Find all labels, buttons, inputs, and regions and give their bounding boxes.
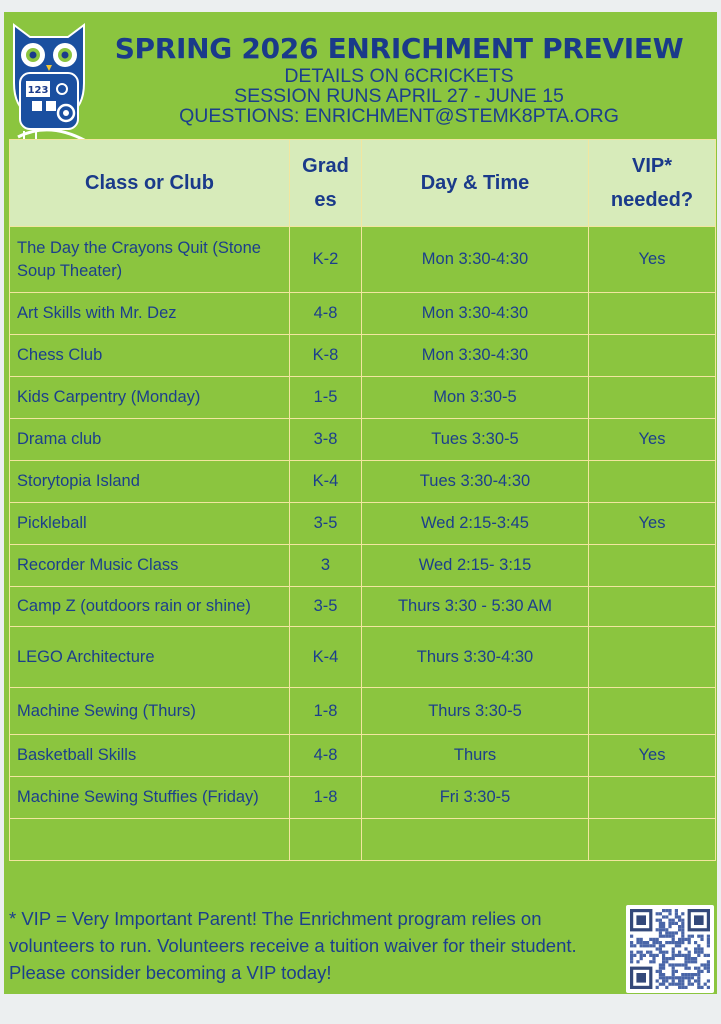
table-row — [10, 545, 716, 587]
day-time-cell: Mon 3:30-5 — [362, 377, 589, 419]
vip-cell: Yes — [589, 503, 716, 545]
class-name-cell: Machine Sewing Stuffies (Friday) — [10, 777, 290, 819]
class-name-cell: Kids Carpentry (Monday) — [10, 377, 290, 419]
table-row — [10, 735, 716, 777]
owl-logo-icon — [10, 21, 88, 147]
vip-cell: Yes — [589, 227, 716, 293]
contact-email: QUESTIONS: ENRICHMENT@STEMK8PTA.ORG — [179, 105, 619, 127]
vip-cell — [589, 819, 716, 861]
table-row — [10, 777, 716, 819]
table-row — [10, 627, 716, 688]
grades-cell: 1-8 — [290, 688, 362, 735]
header-class-or-club — [10, 140, 290, 227]
logo-counter-text: 123 — [27, 85, 49, 96]
table-header-row — [10, 140, 716, 227]
grades-cell: 4-8 — [290, 735, 362, 777]
vip-cell — [589, 587, 716, 627]
table-row — [10, 227, 716, 293]
vip-cell — [589, 545, 716, 587]
day-time-cell: Fri 3:30-5 — [362, 777, 589, 819]
class-name-cell: The Day the Crayons Quit (Stone Soup Theater) — [10, 227, 290, 293]
table-row — [10, 503, 716, 545]
grades-cell: 3-8 — [290, 419, 362, 461]
vip-cell — [589, 688, 716, 735]
grades-cell — [290, 819, 362, 861]
table-row — [10, 688, 716, 735]
vip-cell — [589, 293, 716, 335]
table-row — [10, 819, 716, 861]
table-row — [10, 587, 716, 627]
header-text: Grad — [302, 155, 349, 177]
day-time-cell: Tues 3:30-5 — [362, 419, 589, 461]
class-name-cell — [10, 819, 290, 861]
day-time-cell: Thurs 3:30-4:30 — [362, 627, 589, 688]
class-name-cell: Chess Club — [10, 335, 290, 377]
vip-cell — [589, 777, 716, 819]
header-text: needed? — [610, 189, 694, 211]
grades-cell: K-8 — [290, 335, 362, 377]
day-time-cell: Thurs 3:30-5 — [362, 688, 589, 735]
day-time-cell: Thurs 3:30 - 5:30 AM — [362, 587, 589, 627]
day-time-cell — [362, 819, 589, 861]
grades-cell: 3-5 — [290, 503, 362, 545]
header-text: Class or Club — [85, 172, 214, 194]
class-name-cell: Recorder Music Class — [10, 545, 290, 587]
grades-cell: 4-8 — [290, 293, 362, 335]
grades-cell: 1-8 — [290, 777, 362, 819]
flyer — [4, 12, 717, 994]
header — [94, 32, 704, 126]
grades-cell: K-4 — [290, 461, 362, 503]
grades-cell: 1-5 — [290, 377, 362, 419]
grades-cell: 3 — [290, 545, 362, 587]
class-name-cell: Art Skills with Mr. Dez — [10, 293, 290, 335]
header-vip-needed — [589, 140, 716, 227]
session-dates: SESSION RUNS APRIL 27 - JUNE 15 — [234, 85, 564, 107]
header-text: Day & Time — [420, 172, 530, 194]
qr-code-icon[interactable] — [626, 905, 714, 993]
header-day-time — [362, 140, 589, 227]
day-time-cell: Thurs — [362, 735, 589, 777]
class-name-cell: Storytopia Island — [10, 461, 290, 503]
class-name-cell: Machine Sewing (Thurs) — [10, 688, 290, 735]
vip-cell: Yes — [589, 735, 716, 777]
class-name-cell: Pickleball — [10, 503, 290, 545]
table-row — [10, 377, 716, 419]
table-row — [10, 335, 716, 377]
class-name-cell: LEGO Architecture — [10, 627, 290, 688]
table-row — [10, 293, 716, 335]
table-row — [10, 461, 716, 503]
day-time-cell: Mon 3:30-4:30 — [362, 227, 589, 293]
vip-cell — [589, 627, 716, 688]
vip-cell — [589, 335, 716, 377]
header-text: VIP* — [631, 155, 673, 177]
schedule-table — [9, 139, 716, 861]
day-time-cell: Tues 3:30-4:30 — [362, 461, 589, 503]
day-time-cell: Wed 2:15- 3:15 — [362, 545, 589, 587]
header-text: es — [314, 189, 337, 211]
vip-cell — [589, 377, 716, 419]
vip-footnote: * VIP = Very Important Parent! The Enrichment program relies on volunteers to run. Volunteers receive a tuition waiver for their student. Please consider becoming a VIP today! — [9, 908, 577, 983]
day-time-cell: Mon 3:30-4:30 — [362, 335, 589, 377]
day-time-cell: Mon 3:30-4:30 — [362, 293, 589, 335]
grades-cell: K-4 — [290, 627, 362, 688]
class-name-cell: Drama club — [10, 419, 290, 461]
day-time-cell: Wed 2:15-3:45 — [362, 503, 589, 545]
class-name-cell: Basketball Skills — [10, 735, 290, 777]
vip-cell: Yes — [589, 419, 716, 461]
class-name-cell: Camp Z (outdoors rain or shine) — [10, 587, 290, 627]
details-line: DETAILS ON 6CRICKETS — [284, 65, 514, 87]
vip-cell — [589, 461, 716, 503]
page-title: SPRING 2026 ENRICHMENT PREVIEW — [114, 32, 684, 65]
header-grades — [290, 140, 362, 227]
table-row — [10, 419, 716, 461]
grades-cell: 3-5 — [290, 587, 362, 627]
grades-cell: K-2 — [290, 227, 362, 293]
